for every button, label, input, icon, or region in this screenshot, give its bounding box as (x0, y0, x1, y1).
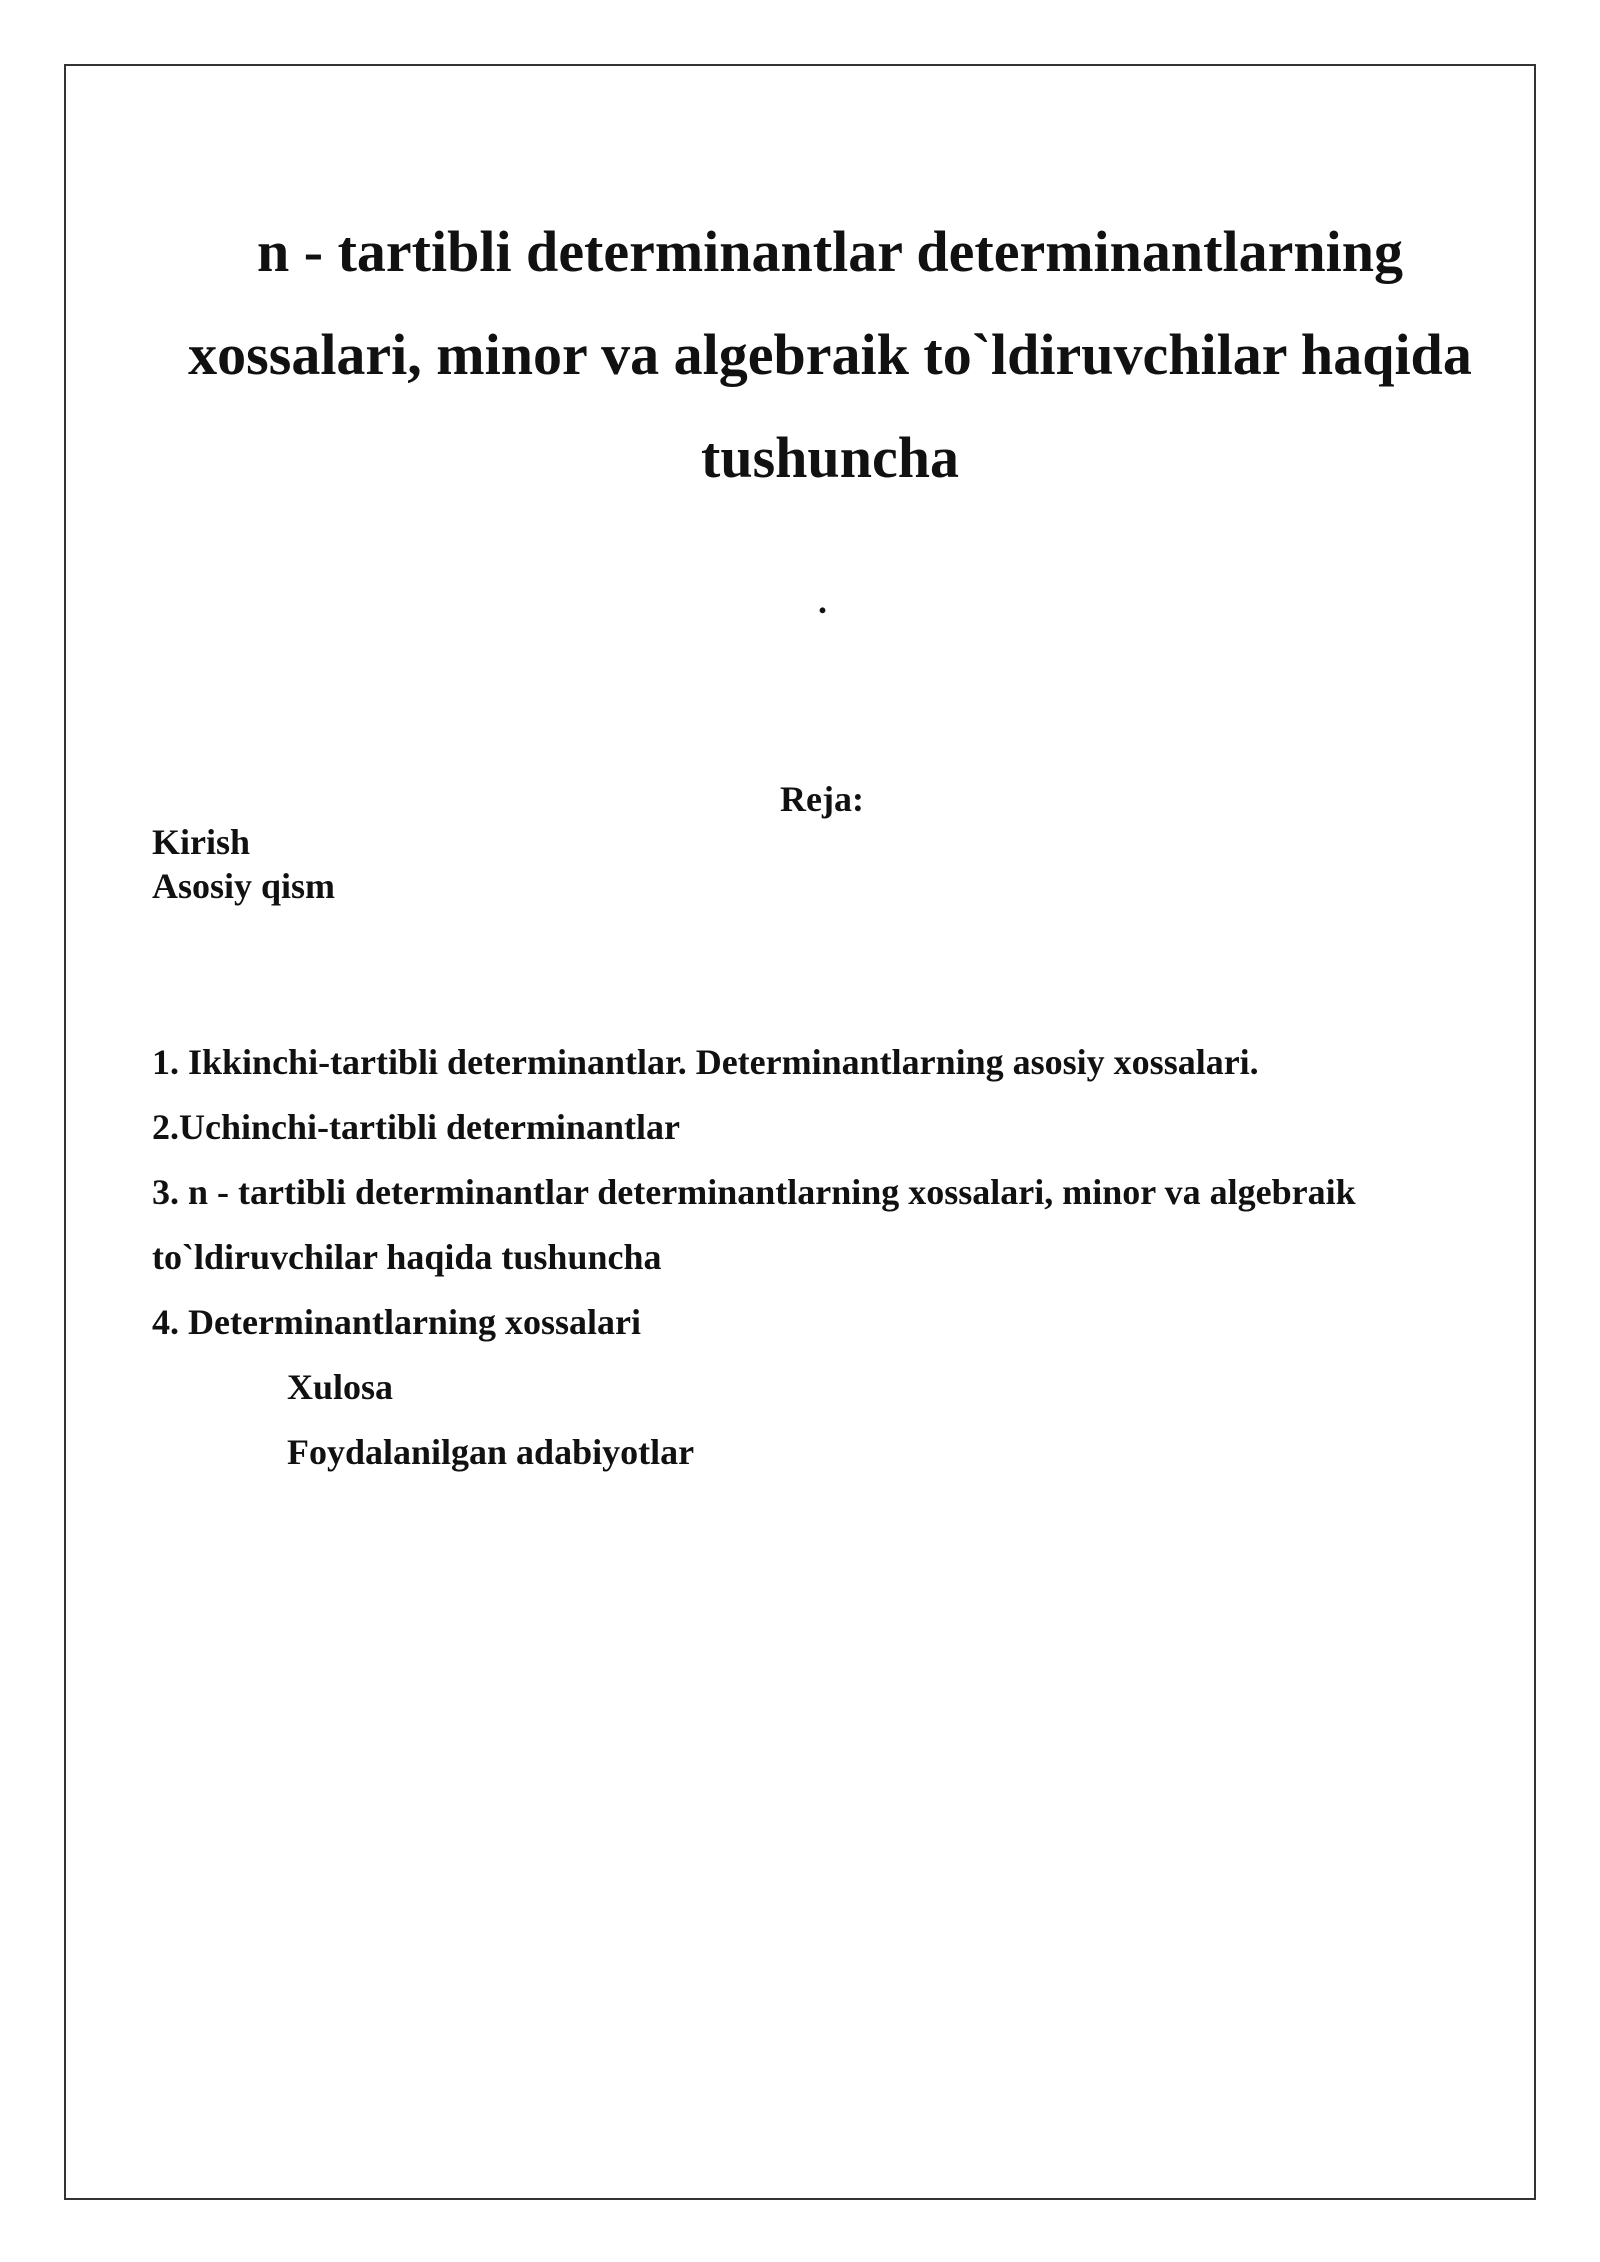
toc-item: 2.Uchinchi-tartibli determinantlar (152, 1107, 680, 1147)
list-item: Asosiy qism (152, 866, 336, 906)
table-of-contents (152, 1030, 1482, 1485)
toc-item: Xulosa (287, 1367, 394, 1407)
toc-item: to`ldiruvchilar haqida tushuncha (152, 1237, 662, 1277)
list-item: Kirish (152, 822, 251, 862)
toc-item: 4. Determinantlarning xossalari (152, 1302, 641, 1342)
intro-list (152, 820, 335, 908)
toc-item: 3. n - tartibli determinantlar determinantlarning xossalari, minor va algebraik (152, 1172, 1356, 1212)
toc-item: Foydalanilgan adabiyotlar (287, 1432, 695, 1472)
document-title (150, 200, 1510, 509)
title-line: n - tartibli determinantlar determinantlarning (257, 219, 1403, 284)
title-line: xossalari, minor va algebraik to`ldiruvchilar haqida (188, 322, 1472, 387)
title-line: tushuncha (701, 425, 959, 490)
plan-heading: Reja: (780, 779, 864, 819)
separator-dot: . (818, 581, 827, 621)
toc-item: 1. Ikkinchi-tartibli determinantlar. Determinantlarning asosiy xossalari. (152, 1042, 1259, 1082)
